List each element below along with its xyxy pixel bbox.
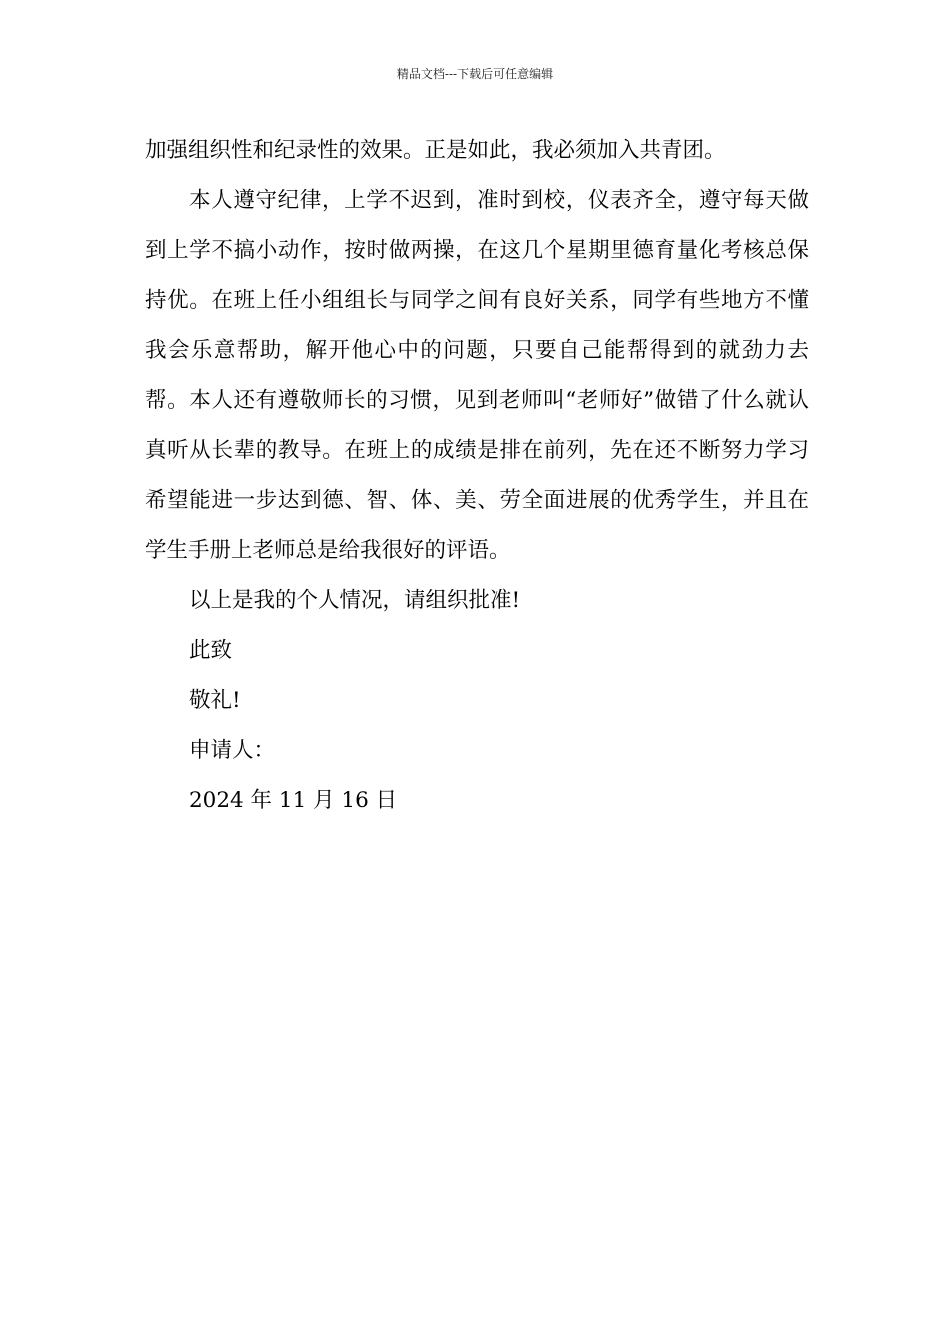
letter-body bbox=[145, 126, 809, 826]
applicant-label: 申请人： bbox=[189, 738, 276, 763]
salutation-line-1: 此致 bbox=[189, 638, 233, 663]
page-header: 精品文档---下载后可任意编辑 bbox=[396, 67, 554, 81]
paragraph-continuation: 加强组织性和纪录性的效果。正是如此，我必须加入共青团。 bbox=[145, 138, 726, 163]
closing-request: 以上是我的个人情况，请组织批准! bbox=[189, 588, 521, 613]
paragraph-main: 本人遵守纪律，上学不迟到，准时到校，仪表齐全，遵守每天做到上学不搞小动作，按时做两操，在这几个星期里德育量化考核总保持优。在班上任小组组长与同学之间有良好关系，同学有些地方不懂我会乐意帮助，解开他心中的问题，只要自己能帮得到的就劲力去帮。本人还有遵敬师长的习惯，见到老师叫“老师好”做错了什么就认真听从长辈的教导。在班上的成绩是排在前列，先在还不断努力学习希望能进一步达到德、智、体、美、劳全面进展的优秀学生，并且在学生手册上老师总是给我很好的评语。 bbox=[145, 188, 809, 563]
letter-date: 2024 年 11 月 16 日 bbox=[189, 788, 398, 813]
salutation-line-2: 敬礼! bbox=[189, 688, 241, 713]
